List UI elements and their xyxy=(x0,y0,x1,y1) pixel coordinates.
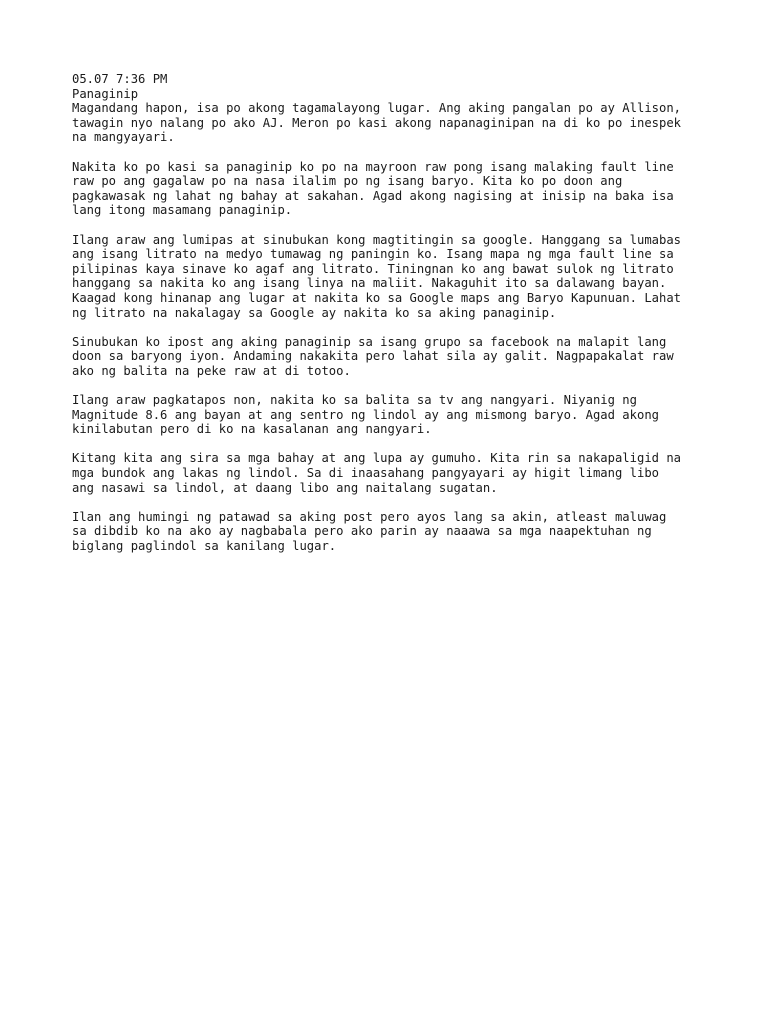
timestamp: 05.07 7:36 PM xyxy=(72,72,168,86)
paragraph-line: doon sa baryong iyon. Andaming nakakita pero lahat sila ay galit. Nagpapakalat raw xyxy=(72,349,674,364)
paragraph-line: Magnitude 8.6 ang bayan at ang sentro ng lindol ay ang mismong baryo. Agad akong xyxy=(72,407,659,422)
paragraph-line: Magandang hapon, isa po akong tagamalayong lugar. Ang aking pangalan po ay Allison, xyxy=(72,101,682,116)
document-title: Panaginip xyxy=(72,86,139,101)
paragraph-line: ako ng balita na peke raw at di totoo. xyxy=(72,363,351,378)
paragraph-line: pagkawasak ng lahat ng bahay at sakahan. Agad akong nagising at inisip na baka isa xyxy=(72,188,674,203)
paragraph-line: ang nasawi sa lindol, at daang libo ang naitalang sugatan. xyxy=(72,480,498,495)
paragraph-line: Kitang kita ang sira sa mga bahay at ang lupa ay gumuho. Kita rin sa nakapaligid na xyxy=(72,451,682,466)
paragraph-line: ang isang litrato na medyo tumawag ng paningin ko. Isang mapa ng mga fault line sa xyxy=(72,247,674,262)
paragraph-line: Ilan ang humingi ng patawad sa aking post pero ayos lang sa akin, atleast maluwag xyxy=(72,509,667,524)
paragraph-line: hanggang sa nakita ko ang isang linya na maliit. Nakaguhit ito sa dalawang bayan. xyxy=(72,276,667,291)
paragraph-line: mga bundok ang lakas ng lindol. Sa di inaasahang pangyayari ay higit limang libo xyxy=(72,466,659,481)
paragraph-line: lang itong masamang panaginip. xyxy=(72,203,293,218)
paragraph-line: Nakita ko po kasi sa panaginip ko po na mayroon raw pong isang malaking fault line xyxy=(72,159,674,174)
paragraph-line: pilipinas kaya sinave ko agaf ang litrato. Tiningnan ko ang bawat sulok ng litrato xyxy=(72,261,674,276)
paragraph-line: raw po ang gagalaw po na nasa ilalim po ng isang baryo. Kita ko po doon ang xyxy=(72,174,623,189)
paragraph xyxy=(72,510,712,554)
paragraph-line: Ilang araw pagkatapos non, nakita ko sa balita sa tv ang nangyari. Niyanig ng xyxy=(72,393,637,408)
paragraph-line: kinilabutan pero di ko na kasalanan ang nangyari. xyxy=(72,422,432,437)
paragraph-line: Ilang araw ang lumipas at sinubukan kong magtitingin sa google. Hanggang sa lumabas xyxy=(72,232,682,247)
paragraph-line: tawagin nyo nalang po ako AJ. Meron po kasi akong napanaginipan na di ko po inespek xyxy=(72,115,682,130)
paragraph-line: sa dibdib ko na ako ay nagbabala pero ako parin ay naaawa sa mga naapektuhan ng xyxy=(72,524,652,539)
document-header xyxy=(72,72,712,145)
paragraph-line: Sinubukan ko ipost ang aking panaginip sa isang grupo sa facebook na malapit lang xyxy=(72,334,667,349)
paragraph xyxy=(72,233,712,321)
paragraph-line: ng litrato na nakalagay sa Google ay nakita ko sa aking panaginip. xyxy=(72,305,557,320)
paragraph xyxy=(72,451,712,495)
document-page xyxy=(72,72,712,554)
paragraph xyxy=(72,335,712,379)
paragraph-line: Kaagad kong hinanap ang lugar at nakita ko sa Google maps ang Baryo Kapunuan. Lahat xyxy=(72,290,682,305)
paragraph-line: biglang paglindol sa kanilang lugar. xyxy=(72,539,337,553)
paragraph-line: na mangyayari. xyxy=(72,130,175,145)
paragraph xyxy=(72,393,712,437)
paragraph xyxy=(72,160,712,218)
